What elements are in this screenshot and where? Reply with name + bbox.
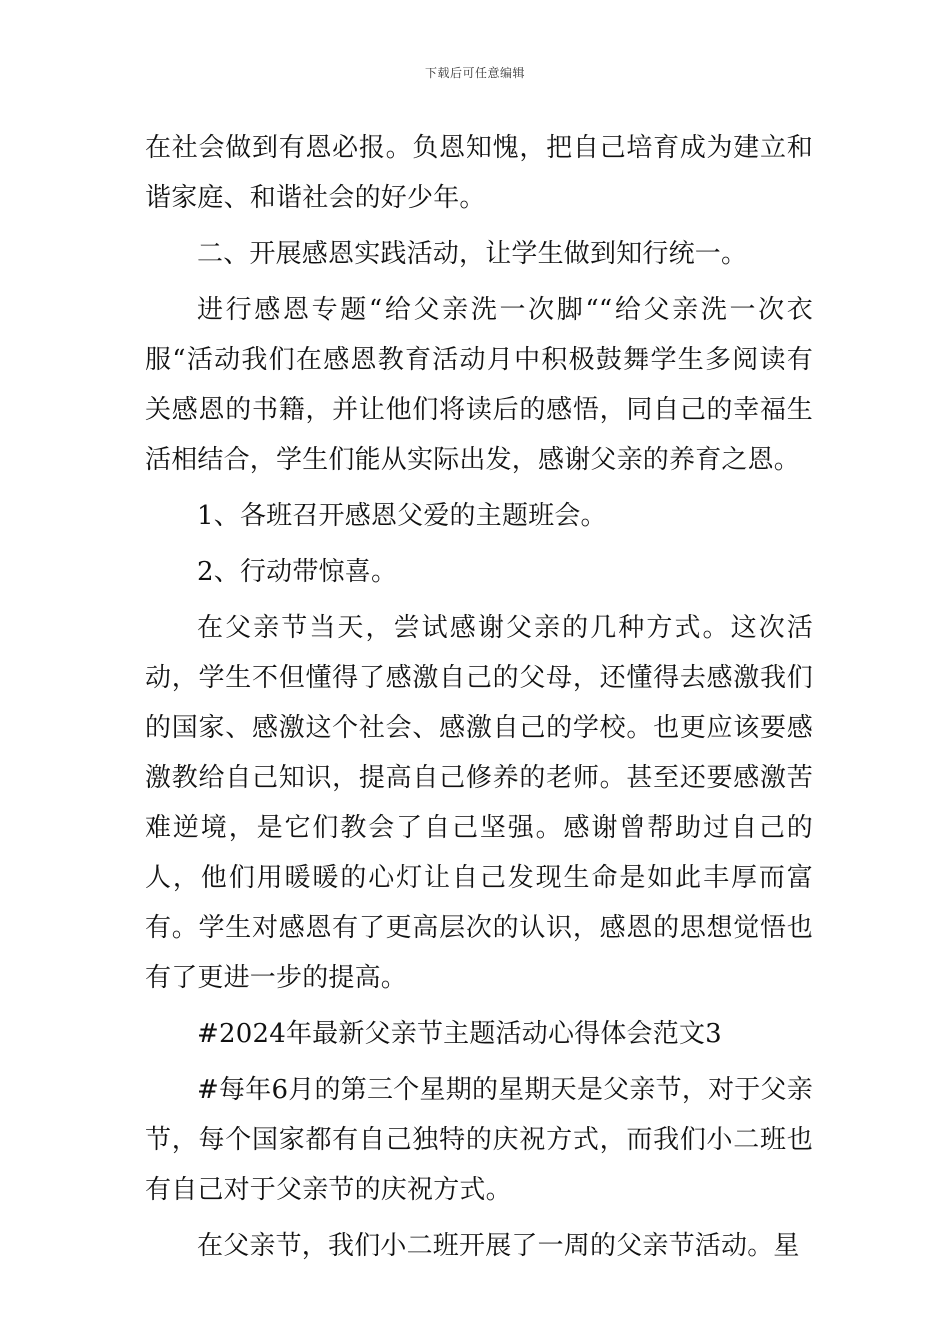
list-item-2: 2、行动带惊喜。: [197, 557, 398, 587]
article-title: #2024年最新父亲节主题活动心得体会范文3: [197, 1019, 722, 1049]
paragraph-intro: #每年6月的第三个星期的星期天是父亲节，对于父亲节，每个国家都有自己独特的庆祝方式，而我们小二班也有自己对于父亲节的庆祝方式。: [145, 1075, 813, 1205]
list-item-1: 1、各班召开感恩父爱的主题班会。: [197, 501, 607, 531]
paragraph-continuation: 在社会做到有恩必报。负恩知愧，把自己培育成为建立和谐家庭、和谐社会的好少年。: [145, 133, 813, 213]
section-heading-practice: 二、开展感恩实践活动，让学生做到知行统一。: [197, 239, 748, 269]
paragraph-class-activity: 在父亲节，我们小二班开展了一周的父亲节活动。星: [197, 1231, 800, 1261]
page-header: 下载后可任意编辑: [424, 66, 525, 80]
document-body: [145, 123, 813, 1271]
paragraph-fathers-day: 在父亲节当天，尝试感谢父亲的几种方式。这次活动，学生不但懂得了感激自己的父母，还懂得去感激我们的国家、感激这个社会、感激自己的学校。也更应该要感激教给自己知识，提高自己修养的老师。甚至还要感激苦难逆境，是它们教会了自己坚强。感谢曾帮助过自己的人，他们用暖暖的心灯让自己发现生命是如此丰厚而富有。学生对感恩有了更高层次的认识，感恩的思想觉悟也有了更进一步的提高。: [145, 613, 813, 993]
paragraph-activity: 进行感恩专题“给父亲洗一次脚““给父亲洗一次衣服“活动我们在感恩教育活动月中积极鼓舞学生多阅读有关感恩的书籍，并让他们将读后的感悟，同自己的幸福生活相结合，学生们能从实际出发，感谢父亲的养育之恩。: [145, 295, 813, 475]
